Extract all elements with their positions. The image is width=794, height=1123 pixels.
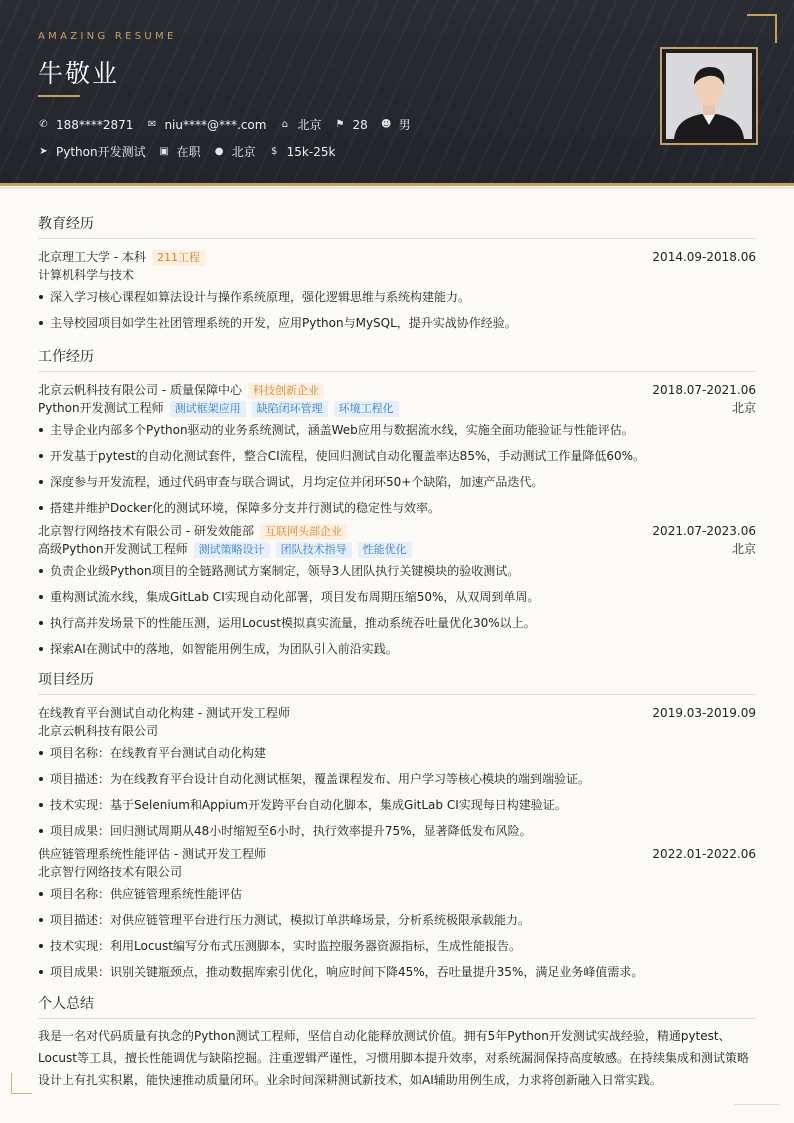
company-tag: 科技创新企业 xyxy=(248,383,324,399)
project-title: 项目经历 xyxy=(38,669,756,695)
home-icon: ⌂ xyxy=(281,119,289,130)
mail-icon: ✉ xyxy=(147,119,157,130)
work-date: 2021.07-2023.06 xyxy=(652,524,756,538)
project-company: 北京智行网络技术有限公司 xyxy=(38,865,183,879)
project-header-row xyxy=(38,845,756,863)
list-item: 项目名称：在线教育平台测试自动化构建 xyxy=(38,740,756,766)
major: 计算机科学与技术 xyxy=(38,268,135,282)
send-icon: ➤ xyxy=(39,146,48,157)
work-date: 2018.07-2021.06 xyxy=(652,383,756,397)
education-section xyxy=(38,213,756,336)
project-company: 北京云帆科技有限公司 xyxy=(38,724,159,738)
candidate-name: 牛敬业 xyxy=(38,59,120,88)
list-item: 技术实现：基于Selenium和Appium开发跨平台自动化脚本，集成GitLab CI实现每日构建验证。 xyxy=(38,792,756,818)
gender-icon: ☻ xyxy=(381,119,392,130)
contact-home xyxy=(279,116,321,133)
position-row xyxy=(38,399,756,417)
brand-label: AMAZING RESUME xyxy=(38,31,177,42)
job-salary xyxy=(269,145,336,159)
contact-row xyxy=(38,116,424,133)
work-city: 北京 xyxy=(731,542,756,556)
skill-tag: 团队技术指导 xyxy=(276,542,352,558)
project-bullets xyxy=(38,740,756,844)
project-date: 2022.01-2022.06 xyxy=(652,847,756,861)
list-item: 搭建并维护Docker化的测试环境，保障多分支并行测试的稳定性与效率。 xyxy=(38,495,756,521)
education-header-row xyxy=(38,248,756,266)
list-item: 项目描述：对供应链管理平台进行压力测试，模拟订单洪峰场景，分析系统极限承载能力。 xyxy=(38,907,756,933)
contact-gender xyxy=(381,116,411,133)
job-salary-text: 15k-25k xyxy=(286,144,336,159)
job-city xyxy=(214,143,256,160)
photo-frame xyxy=(660,47,758,145)
cake-icon: ⚑ xyxy=(335,119,345,130)
gender-text: 男 xyxy=(398,118,411,132)
list-item: 开发基于pytest的自动化测试套件，整合CI流程，使回归测试自动化覆盖率达85%，手动测试工作量降低60%。 xyxy=(38,443,756,469)
education-item xyxy=(38,248,756,336)
project-section xyxy=(38,669,756,985)
education-bullets xyxy=(38,284,756,336)
contact-age xyxy=(334,118,367,132)
education-title: 教育经历 xyxy=(38,213,756,239)
email-text: niu****@***.com xyxy=(164,117,267,132)
list-item: 深入学习核心课程如算法设计与操作系统原理，强化逻辑思维与系统构建能力。 xyxy=(38,284,756,310)
briefcase-icon: ▣ xyxy=(159,146,169,157)
skill-tag: 环境工程化 xyxy=(334,401,399,417)
list-item: 技术实现：利用Locust编写分布式压测脚本，实时监控服务器资源指标，生成性能报告。 xyxy=(38,933,756,959)
summary-text: 我是一名对代码质量有执念的Python测试工程师，坚信自动化能释放测试价值。拥有5年Python开发测试实战经验，精通pytest、Locust等工具，擅长性能调优与缺陷挖掘。注重逻辑严谨性，习惯用脚本提升效率，对系统漏洞保持高度敏感。在持续集成和测试策略设计上有扎实积累，能快速推动质量闭环。业余时间深耕测试新技术，如AI辅助用例生成，力求将创新融入日常实践。 xyxy=(38,1029,749,1087)
list-item: 执行高并发场景下的性能压测，运用Locust模拟真实流量，推动系统吞吐量优化30%以上。 xyxy=(38,610,756,636)
age-text: 28 xyxy=(352,117,368,132)
work-header-row xyxy=(38,522,756,540)
contact-phone xyxy=(38,118,133,132)
work-bullets xyxy=(38,417,756,521)
company-name: 北京云帆科技有限公司 - 质量保障中心 xyxy=(38,383,242,397)
summary-title: 个人总结 xyxy=(38,993,756,1019)
avatar xyxy=(666,53,752,139)
job-status xyxy=(159,143,201,160)
project-name: 供应链管理系统性能评估 - 测试开发工程师 xyxy=(38,847,266,861)
position-title: 高级Python开发测试工程师 xyxy=(38,542,188,556)
list-item: 负责企业级Python项目的全链路测试方案制定，领导3人团队执行关键模块的验收测试。 xyxy=(38,558,756,584)
list-item: 探索AI在测试中的落地，如智能用例生成，为团队引入前沿实践。 xyxy=(38,636,756,662)
education-date: 2014.09-2018.06 xyxy=(652,250,756,264)
job-row xyxy=(38,143,348,160)
project-item xyxy=(38,704,756,844)
job-status-text: 在职 xyxy=(176,145,201,159)
list-item: 重构测试流水线，集成GitLab CI实现自动化部署，项目发布周期压缩50%，从双周到单周。 xyxy=(38,584,756,610)
corner-ornament xyxy=(11,1073,32,1094)
work-title: 工作经历 xyxy=(38,346,756,372)
project-header-row xyxy=(38,704,756,722)
contact-email xyxy=(146,118,266,132)
work-item xyxy=(38,522,756,662)
position-row xyxy=(38,540,756,558)
list-item: 项目名称：供应链管理系统性能评估 xyxy=(38,881,756,907)
avatar-portrait xyxy=(666,53,752,139)
list-item: 深度参与开发流程，通过代码审查与联合调试，月均定位并闭环50+个缺陷，加速产品迭代。 xyxy=(38,469,756,495)
job-target xyxy=(38,143,146,160)
school-name: 北京理工大学 - 本科 xyxy=(38,250,146,264)
list-item: 项目描述：为在线教育平台设计自动化测试框架，覆盖课程发布、用户学习等核心模块的端到端验证。 xyxy=(38,766,756,792)
list-item: 项目成果：识别关键瓶颈点，推动数据库索引优化，响应时间下降45%，吞吐量提升35%，满足业务峰值需求。 xyxy=(38,959,756,985)
work-bullets xyxy=(38,558,756,662)
school-tag: 211工程 xyxy=(152,250,205,266)
phone-icon: ✆ xyxy=(39,119,48,130)
home-text: 北京 xyxy=(297,118,322,132)
project-name: 在线教育平台测试自动化构建 - 测试开发工程师 xyxy=(38,706,290,720)
work-section xyxy=(38,346,756,662)
list-item: 主导校园项目如学生社团管理系统的开发，应用Python与MySQL，提升实战协作经验。 xyxy=(38,310,756,336)
skill-tag: 测试策略设计 xyxy=(194,542,270,558)
name-underline xyxy=(38,95,80,97)
position-title: Python开发测试工程师 xyxy=(38,401,164,415)
list-item: 项目成果：回归测试周期从48小时缩短至6小时，执行效率提升75%，显著降低发布风险。 xyxy=(38,818,756,844)
salary-icon: $ xyxy=(270,146,278,157)
project-date: 2019.03-2019.09 xyxy=(652,706,756,720)
work-item xyxy=(38,381,756,521)
footer-divider xyxy=(734,1104,780,1105)
list-item: 主导企业内部多个Python驱动的业务系统测试，涵盖Web应用与数据流水线，实施全面功能验证与性能评估。 xyxy=(38,417,756,443)
corner-ornament xyxy=(747,14,777,43)
company-tag: 互联网头部企业 xyxy=(260,524,347,540)
skill-tag: 测试框架应用 xyxy=(170,401,246,417)
job-target-text: Python开发测试 xyxy=(56,145,146,159)
skill-tag: 性能优化 xyxy=(358,542,412,558)
skill-tag: 缺陷闭环管理 xyxy=(252,401,328,417)
summary-section xyxy=(38,993,756,1091)
project-bullets xyxy=(38,881,756,985)
project-item xyxy=(38,845,756,985)
work-header-row xyxy=(38,381,756,399)
phone-text: 188****2871 xyxy=(56,117,134,132)
location-pin-icon: ● xyxy=(214,146,224,157)
job-city-text: 北京 xyxy=(231,145,256,159)
work-city: 北京 xyxy=(731,401,756,415)
resume-header xyxy=(0,0,794,186)
company-name: 北京智行网络技术有限公司 - 研发效能部 xyxy=(38,524,254,538)
